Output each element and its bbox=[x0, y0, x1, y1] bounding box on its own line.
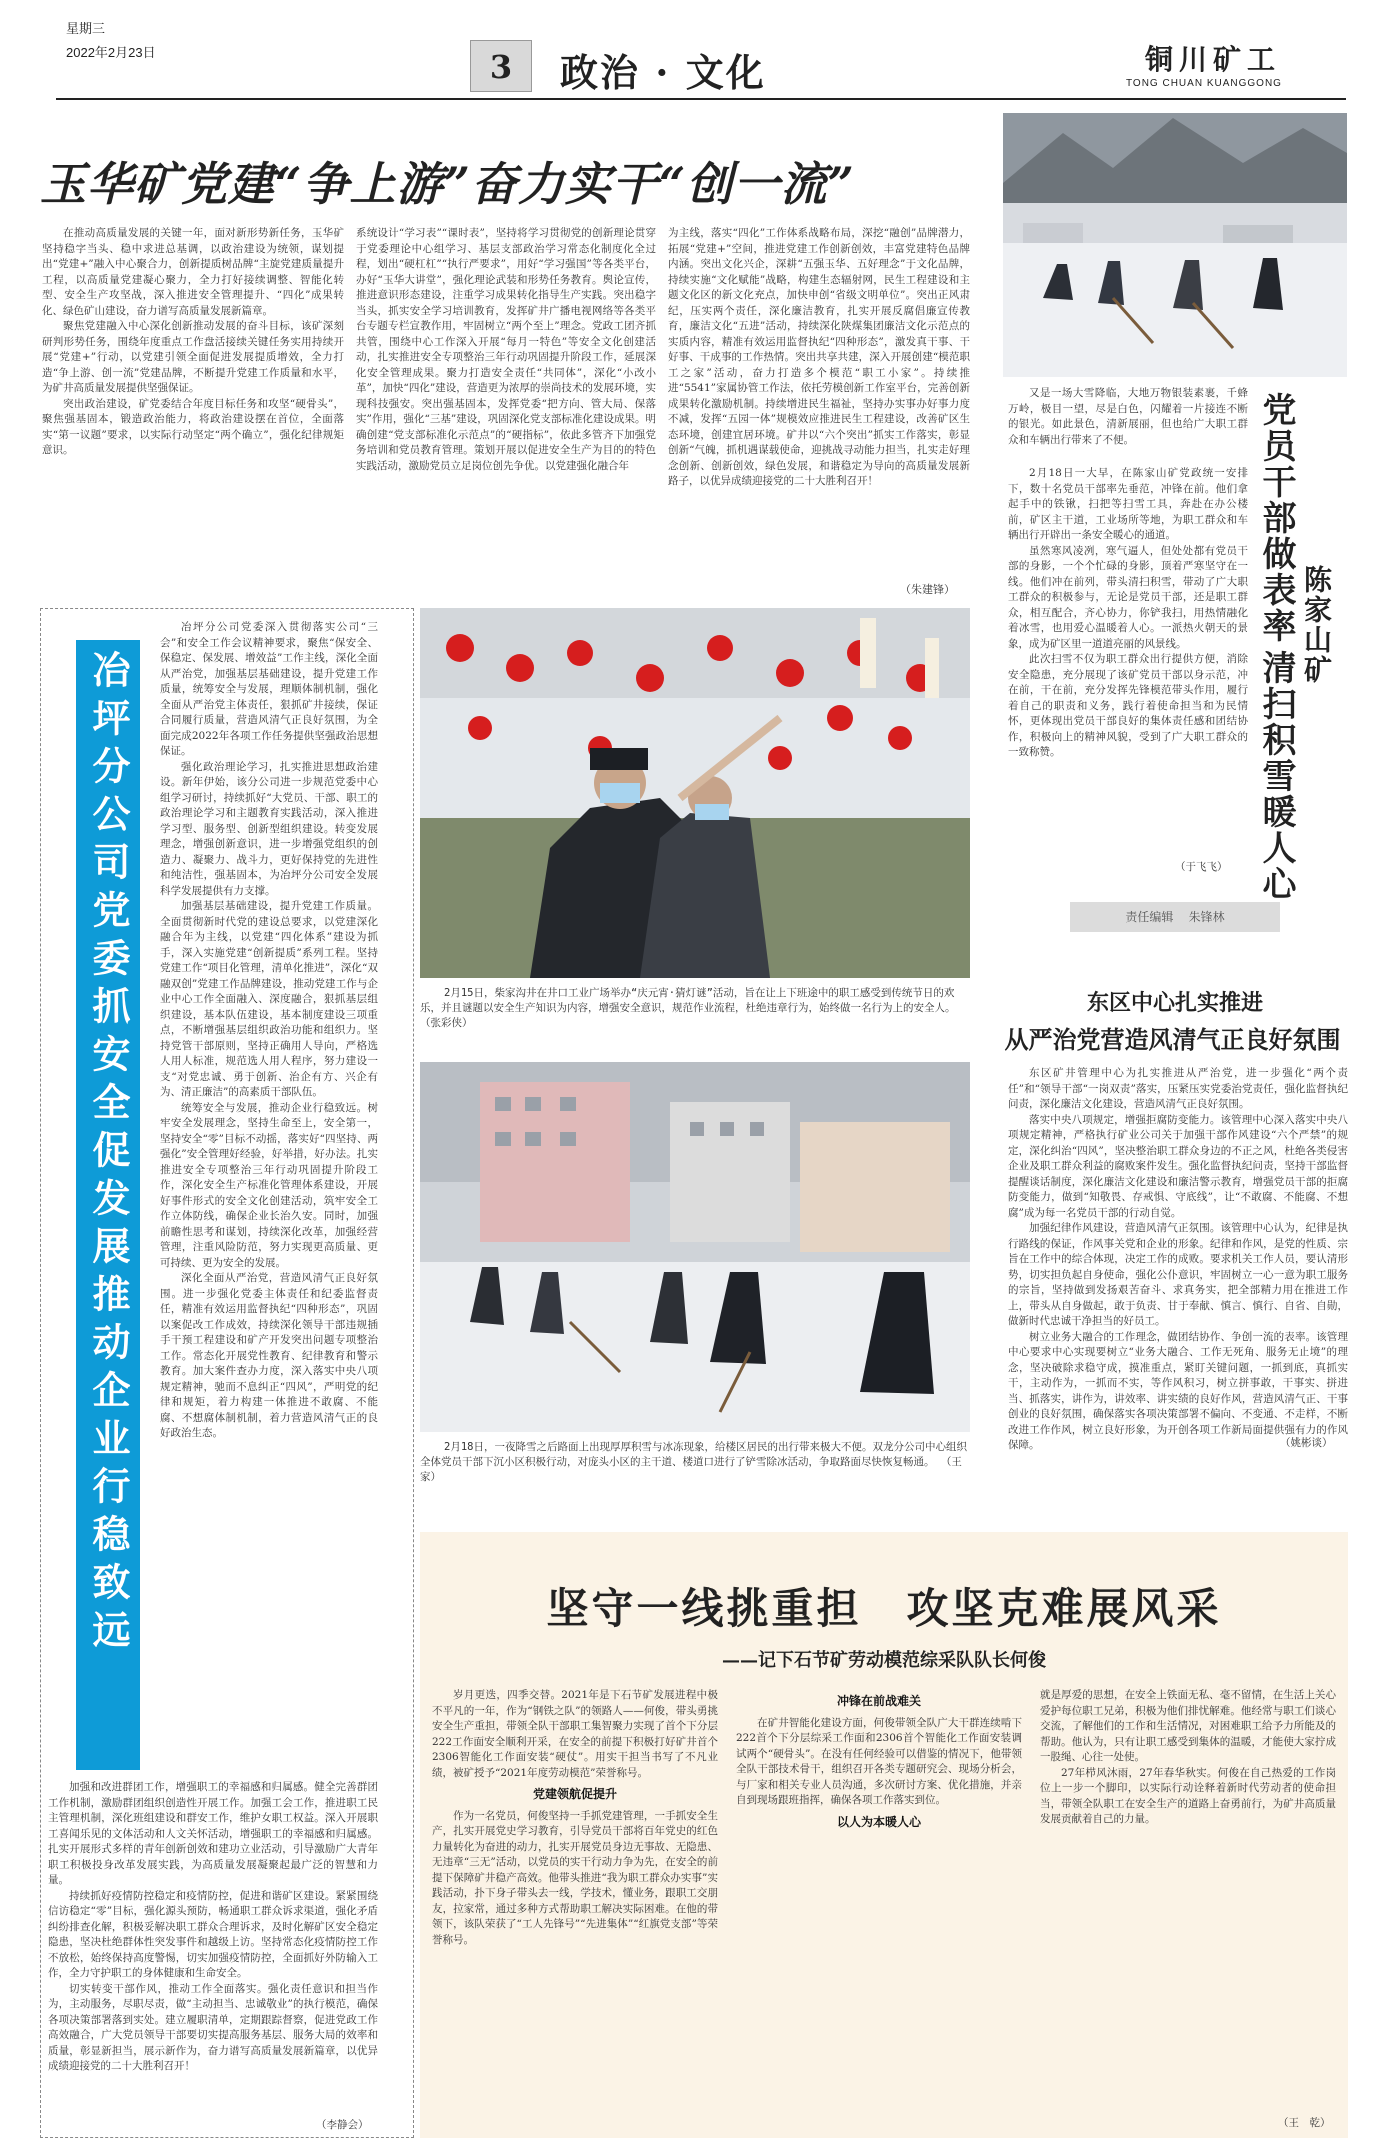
article4-headline-a: 东区中心扎实推进 bbox=[1086, 990, 1263, 1016]
editor-label: 责任编辑 bbox=[1125, 910, 1174, 924]
snow-shoveling-photo bbox=[1003, 113, 1347, 377]
lantern-riddle-photo bbox=[420, 608, 970, 978]
article5-col1: 岁月更迭，四季交替。2021年是下石节矿发展进程中极不平凡的一年，作为“钢铁之队”的领路人——何俊，带头勇挑安全生产重担，带领全队干部职工集智聚力实现了首个下分层222工作面安全顺利开采，在安全的前提下积极打好矿井首个2306智能化工作面安装“硬仗”。用实干担当书写了不凡业绩，被矿授予“2021年度劳动模范”荣誉称号。 党建领航促提升 作为一名党员，何俊坚持一手抓党建管理，一手抓安全生产，扎实开展党史学习教育，引导党员干部将百年党史的红色力量转化为奋进的动力，扎实开展党员身边无事故、无隐患、无违章“三无”活动，以党员的实干行动力争为先，在安全的前提下保障矿井稳产高效。他带头推进“我为职工群众办实事”实践活动，扑下身子带头去一线，学技术，懂业务，跟职工交朋友，拉家常，通过多种方式帮助职工解决实际困难。在他的带领下，该队荣获了“工人先锋号”“先进集体”“红旗党支部”等荣誉称号。 bbox=[432, 1689, 718, 1946]
article5-author: （王 乾） bbox=[1278, 2117, 1331, 2129]
article1-col2: 系统设计“学习表”“课时表”，坚持将学习贯彻党的创新理论贯穿于党委理论中心组学习、基层支部政治学习常态化制度化全过程，划出“硬杠杠”“执行严要求”，用好“学习强国”等各类平台，办好“玉华大讲堂”，强化理论武装和形势任务教育。舆论宣传，推进意识形态建设，注重学习成果转化指导生产实践。突出稳字当头，抓实安全学习培训教育，发挥矿井广播电视网络等各类平台专题专栏宣教作用，牢固树立“两个至上”理念。党政工团齐抓共管，围绕中心工作深入开展“每月一特色”等安全文化创建活动，扎实推进安全专项整治三年行动巩固提升阶段工作，延展深化安全管理成果。聚力打造安全责任“共同体”，深化“小改小革”，加快“四化”建设，营造更为浓厚的崇尚技术的发展环境，实现科技强安。突出强基固本，发挥党委“把方向、管大局、保落实”作用，强化“三基”建设，巩固深化党支部标准化建设成果。明确创建“党支部标准化示范点”的“硬指标”，依此多管齐下加强党务培训和党员教育管理。策划开展以促进安全生产为目的的特色实践活动，激励党员立足岗位创先争优。以党建强化融合年 bbox=[356, 227, 656, 472]
article5-col2: 冲锋在前战难关 在矿井智能化建设方面，何俊带领全队广大干群连续啃下222首个下分层综采工作面和2306首个智能化工作面安装调试两个“硬骨头”。在没有任何经验可以借鉴的情况下，他带领全队干部技术骨干，组织召开各类专题研究会、现场分析会，与厂家和相关专业人员沟通，多次研讨方案、优化措施，并亲自到现场跟班指挥，确保各项工作落实到位。 以人为本暖人心 bbox=[736, 1694, 1022, 1829]
article4-author: （姚彬谈） bbox=[1280, 1437, 1333, 1449]
lantern-photo-caption: 2月15日，柴家沟井在井口工业广场举办“庆元宵·猜灯谜”活动，旨在让上下班途中的职工感受到传统节日的欢乐，并且谜题以安全生产知识为内容，增强安全意识，规范作业流程，杜绝违章行为，始终做一名行为上的安全人。 （张彩侠） bbox=[420, 987, 956, 1029]
article1-headline: 玉华矿党建“争上游”奋力实干“创一流” bbox=[40, 157, 855, 211]
article2-author: （于飞飞） bbox=[1175, 861, 1228, 873]
article4-headline-b: 从严治党营造风清气正良好氛围 bbox=[1004, 1025, 1341, 1054]
article2-intro: 又是一场大雪降临，大地万物银装素裹，千蜂万岭，极目一望，尽是白色，闪耀着一片接连不断的银光。如此景色，清新展丽，但也给广大职工群众和车辆出行带来了不便。 bbox=[1008, 387, 1248, 446]
paper-name: 铜川矿工 bbox=[1145, 43, 1282, 76]
section-title: 政治 · 文化 bbox=[560, 50, 766, 95]
snow-photo-caption: 2月18日，一夜降雪之后路面上出现厚厚积雪与冰冻现象，给楼区居民的出行带来极大不便。双龙分公司中心组织全体党员干部下沉小区积极行动，对庞头小区的主干道、楼道口进行了铲雪除冰活动，争取路面尽快恢复畅通。 （王 家） bbox=[420, 1441, 967, 1483]
article2-headline-b: 陈家山矿 bbox=[1300, 565, 1333, 685]
article1-col1: 在推动高质量发展的关键一年，面对新形势新任务，玉华矿坚持稳字当头、稳中求进总基调，以政治建设为统领，谋划提出“党建+”融入中心聚合力，创新提质树品牌“主旋党建质量提升工程，以高质量党建凝心聚力，全力打好接续调整、智能化转型、安全生产攻坚战，深入推进安全管理提升、“四化”成果转化、绿色矿山建设，奋力谱写高质量发展新篇章。 聚焦党建融入中心深化创新推动发展的奋斗目标，该矿深刻研判形势任务，围绕年度重点工作盘活接续关键任务实用持续开展“党建+”行动，以党建引领全面促进发展提质增效，全力打造“争上游、创一流”党建品牌，不断提升党建工作质量和水平，为矿井高质量发展提供坚强保证。 突出政治建设，矿党委结合年度目标任务和攻坚“硬骨头”，聚焦强基固本，锻造政治能力，将政治建设摆在首位，全面落实“第一议题”要求，以实际行动坚定“两个确立”，强化纪律规矩意识。 bbox=[42, 227, 344, 456]
article2-headline-a: 党员干部做表率 bbox=[1256, 392, 1296, 644]
article2-body: 2月18日一大早，在陈家山矿党政统一安排下，数十名党员干部率先垂范，冲锋在前。他们拿起手中的铁锹，扫把等扫雪工具，奔赴在办公楼前，矿区主干道，工业场所等地，为职工群众和车辆出行开辟出一条安全暖心的通道。 虽然寒风凌冽，寒气逼人，但处处都有党员干部的身影，一个个忙碌的身影，顶着严寒坚守在一线。他们冲在前列，带头清扫积雪，带动了广大职工群众的积极参与，无论是党员干部，还是职工群众，相互配合，齐心协力，你铲我扫，用热情融化着冰雪，也用爱心温暖着人心。一派热火朝天的景象，成为矿区里一道道亮丽的风景线。 此次扫雪不仅为职工群众出行提供方便，消除安全隐患，充分展现了该矿党员干部以身示范，冲在前，干在前，充分发挥先锋模范带头作用，履行着自己的职责和义务，践行着使命担当和为民情怀，更体现出党员干部良好的集体责任感和团结协作，积极向上的精神风貌，受到了广大职工群众的一致称赞。 bbox=[1008, 467, 1248, 758]
article5-col3: 就是厚爱的思想，在安全上铁面无私、毫不留情，在生活上关心爱护每位职工兄弟，积极为他们排忧解难。他经常与职工们谈心交流，了解他们的工作和生活情况，对困难职工给予力所能及的帮助。他认为，只有让职工感受到集体的温暖，才能使大家拧成一股绳、心往一处使。 27年栉风沐雨，27年春华秋实。何俊在自己热爱的工作岗位上一步一个脚印，以实际行动诠释着新时代劳动者的使命担当，带领全队职工在安全生产的道路上奋勇前行，为矿井高质量发展贡献着自己的力量。 bbox=[1040, 1689, 1336, 1825]
article5-subheadline: ——记下石节矿劳动模范综采队队长何俊 bbox=[722, 1650, 1046, 1671]
snow-clearing-photo bbox=[420, 1062, 970, 1432]
article2-headline-c: 清扫积雪暖人心 bbox=[1256, 650, 1296, 902]
header bbox=[0, 0, 1379, 100]
paper-pinyin: TONG CHUAN KUANGGONG bbox=[1126, 78, 1282, 89]
page-number: 3 bbox=[489, 48, 513, 86]
article4-body: 东区矿井管理中心为扎实推进从严治党，进一步强化“两个责任”和“领导干部“一岗双责”落实，压紧压实党委治党责任，强化监督执纪问责，深化廉洁文化建设，营造风清气正良好氛围。 落实中央八项规定，增强拒腐防变能力。该管理中心深入落实中央八项规定精神，严格执行矿业公司关于加强干部作风建设“六个严禁”的规定，深化纠治“四风”，坚决整治职工群众身边的不正之风，杜绝各类侵害企业及职工群众利益的腐败案件发生。强化监督执纪问责，坚持干部监督提醒谈话制度，深化廉洁文化建设和廉洁警示教育，增强党员干部的拒腐防变能力，做到“知敬畏、存戒惧、守底线”，让“不敢腐、不能腐、不想腐”成为每一名党员干部的行动自觉。 加强纪律作风建设，营造风清气正氛围。该管理中心认为，纪律是执行路线的保证，作风事关党和企业的形象。纪律和作风，是党的性质、宗旨在工作中的综合体现，决定工作的成败。要求机关工作人员，要认清形势，切实担负起自身使命，强化公仆意识，牢固树立一心一意为职工服务的宗旨，坚持做到发扬艰苦奋斗、求真务实，把全部精力用在推进工作上，带头从自身做起，敢于负责、甘于奉献、慎言、慎行、自省、自勋，做新时代忠诚干净担当的好员工。 树立业务大融合的工作理念，做团结协作、争创一流的表率。该管理中心要求中心实现要树立“业务大融合、工作无死角、服务无止境”的理念，坚决破除求稳守成，摸准重点，紧盯关键问题，一抓到底，真抓实干，主动作为，一抓而不实，等作风积习，树立拼事敢，干事实、拼进当、抓落实，讲作为，讲效率、讲实绩的良好作风，营造风清气正、干事创业的良好氛围，确保落实各项决策部署不偏向、不变通、不走样，不断改进工作作风，树立良好形象，为开创各项工作新局面提供强有力的作风保障。 bbox=[1008, 1067, 1348, 1451]
editor-name: 朱锋林 bbox=[1188, 910, 1225, 924]
article3-author: （李静会） bbox=[316, 2119, 369, 2131]
article3-body-bottom: 加强和改进群团工作，增强职工的幸福感和归属感。健全完善群团工作机制，激励群团组织创造性开展工作。加强工会工作，推进职工民主管理机制，深化班组建设和群安工作，维护女职工权益。深入开展职工喜闻乐见的文体活动和人文关怀活动，增强职工的幸福感和归属感。扎实开展形式多样的青年创新创效和建功立业活动，引导激励广大青年职工积极投身改革发展实践，为高质量发展凝聚起最广泛的智慧和力量。 持续抓好疫情防控稳定和疫情防控，促进和谐矿区建设。紧紧围绕信访稳定“零”目标，强化源头预防，畅通职工群众诉求渠道，强化矛盾纠纷排查化解，积极妥解决职工群众合理诉求，及时化解矿区安全稳定隐患，坚决杜绝群体性突发事件和越级上访。坚持常态化疫情防控工作不放松，始终保持高度警惕，切实加强疫情防控，全面抓好外防输入工作，全力守护职工的身体健康和生命安全。 切实转变干部作风，推动工作全面落实。强化责任意识和担当作为，主动服务，尽职尽责，做“主动担当、忠诚敬业”的执行模范，确保各项决策部署落到实处。建立履职清单，定期跟踪督察，促进党政工作高效融合，广大党员领导干部要切实提高服务基层、服务大局的效率和质量，彰显新担当，展示新作为，奋力谱写高质量发展新篇章，以优异成绩迎接党的二十大胜利召开！ bbox=[48, 1781, 378, 2072]
article3-headline: 冶坪分公司党委抓安全促发展推动企业行稳致远 bbox=[86, 650, 131, 1658]
article1-col3: 为主线，落实“四化”工作体系战略布局，深挖“融创”品牌潜力，拓展“党建+”空间，推进党建工作创新创效，丰富党建特色品牌内涵。突出文化兴企，深耕“五强玉华、五好理念”于文化品牌，持续实施“文化赋能”战略，构建生态辐射网，民生工程建设和主题文化区的新文化充点，加快申创“省级文明单位”。突出正风肃纪，压实两个责任，深化廉洁教育，扎实开展反腐倡廉宣传教育，廉洁文化“五进”活动，持续深化陕煤集团廉洁文化示范点的实质内容，精准有效运用监督执纪“四种形态”，激发真干事、干好事、干成事的工作热情。突出共享共建，深入开展创建“模范职工之家”活动，奋力打造多个模范“职工小家”。持续推进“5541”家属协管工作法，依托劳模创新工作室平台，完善创新成果转化激励机制。持续增进民生福祉，坚持办实事办好事力度不减，发挥“五园一体”规模效应推进民生工程建设，改善矿区生态环境，创建宜居环境。矿井以“六个突出”抓实工作落实，彰显创新“气魄，抓机遇谋载使命，迎挑战寻动能力担当，扎实走好理念创新、创新创效，绿色发展，和谐稳定为导向的高质量发展新路子，以优异成绩迎接党的二十大胜利召开！ bbox=[668, 227, 970, 487]
editor-box bbox=[1070, 902, 1280, 932]
header-date: 2022年2月23日 bbox=[66, 45, 156, 60]
article5-headline: 坚守一线挑重担 攻坚克难展风采 bbox=[546, 1584, 1222, 1633]
header-rule bbox=[56, 98, 1346, 100]
article1-author: （朱建锋） bbox=[900, 583, 955, 596]
header-weekday: 星期三 bbox=[66, 21, 106, 36]
article3-body-right: 冶坪分公司党委深入贯彻落实公司“三会”和安全工作会议精神要求，聚焦“保安全、保稳定、保发展、增效益”工作主线，深化全面从严治党，加强基层基础建设，提升党建工作质量，统筹安全与发展，理顺体制机制，强化全面从严治党主体责任，狠抓矿井接续，保证合同履行质量，营造风清气正良好氛围，为全面完成2022年各项工作任务提供坚强政治思想保证。 强化政治理论学习，扎实推进思想政治建设。新年伊始，该分公司进一步规范党委中心组学习研讨，持续抓好“大党员、干部、职工的政治理论学习和主题教育实践活动，深入推进学习型、服务型、创新型组织建设。转变发展理念，增强创新意识，进一步增强党组织的创造力、凝聚力、战斗力，更好保持党的先进性和纯洁性，强基固本，为冶坪分公司安全发展科学发展提供有力支撑。 加强基层基础建设，提升党建工作质量。全面贯彻新时代党的建设总要求，以党建深化融合年为主线，以党建“四化体系”建设为抓手，深入实施党建“创新提质”系列工程。坚持党建工作“项目化管理，清单化推进”，深化“双融双创”党建工作品牌建设，推动党建工作与企业中心工作全面融入、深度融合，狠抓基层组织建设，基本队伍建设，基本制度建设三项重点，不断增强基层组织政治功能和组织力。坚持党管干部原则，坚持正确用人导向，严格选人用人标准，规范选人用人程序，努力建设一支“对党忠诚、勇于创新、治企有方、兴企有为、清正廉洁”的高素质干部队伍。 统筹安全与发展，推动企业行稳致远。树牢安全发展理念，坚持生命至上，安全第一，坚持安全“零”目标不动摇，落实好“四坚持、两强化”安全管理好经验，好举措，好办法。扎实推进安全专项整治三年行动巩固提升阶段工作，深化安全生产标准化管理体系建设，开展好事件形式的安全文化创建活动，筑牢安全工作立体防线，确保企业长治久安。同时，加强前瞻性思考和谋划，持续深化改革，加强经营管理，注重风险防范，努力实现更高质量、更可持续、更为安全的发展。 深化全面从严治党，营造风清气正良好氛围。进一步强化党委主体责任和纪委监督责任，精准有效运用监督执纪“四种形态”，巩固以案促改工作成效，持续深化领导干部违规插手干预工程建设和矿产开发突出问题专项整治工作。常态化开展党性教育、纪律教育和警示教育。加大案件查办力度，深入落实中央八项规定精神，驰而不息纠正“四风”，严明党的纪律和规矩，着力构建一体推进不敢腐、不能腐、不想腐体制机制，着力营造风清气正的良好政治生态。 bbox=[160, 621, 378, 1439]
page-number-box bbox=[470, 40, 532, 92]
